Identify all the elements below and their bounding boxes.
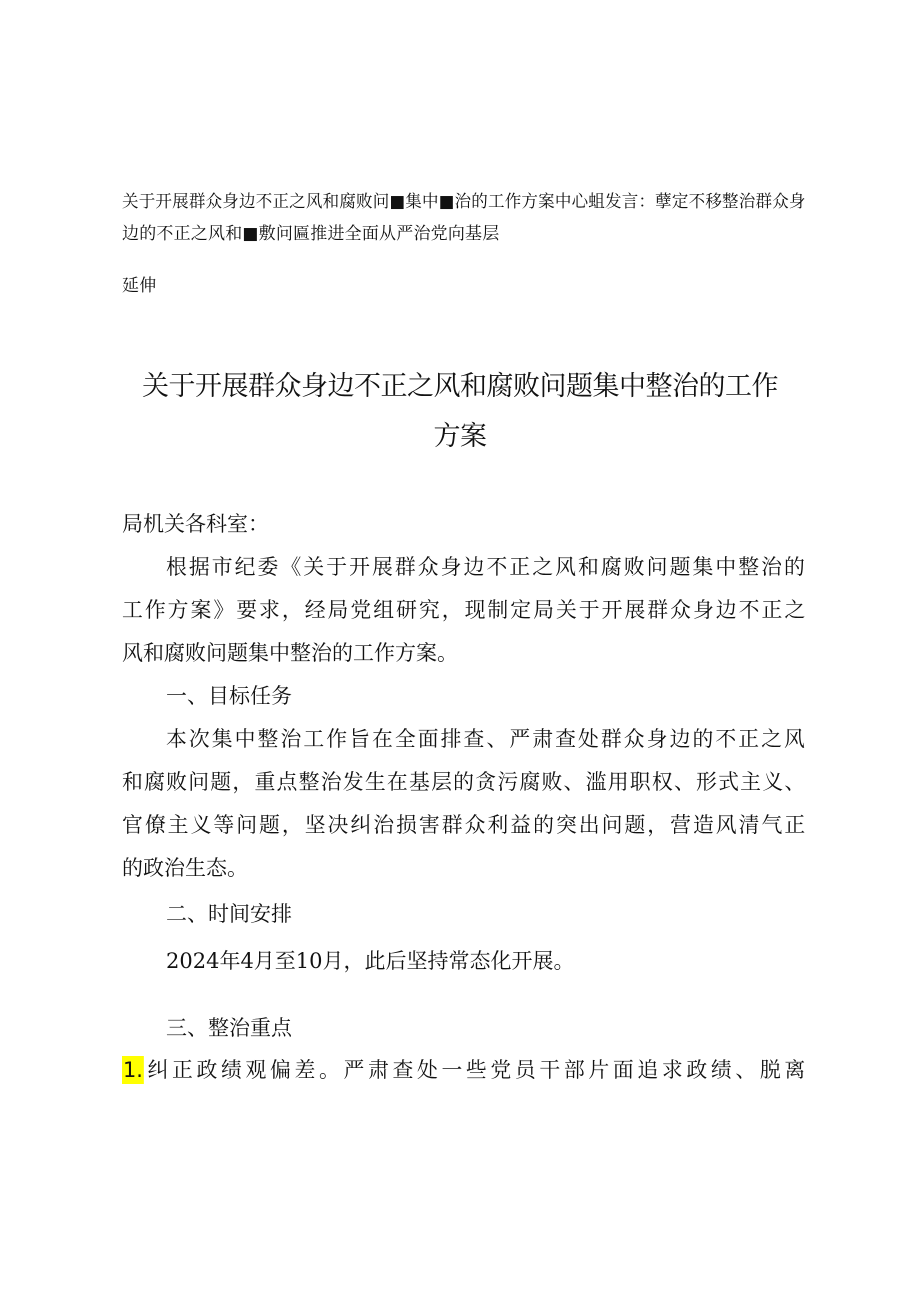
section-1-heading: 一、目标任务 — [166, 684, 292, 708]
document-title-line-2: 方案 — [433, 421, 487, 452]
header-title-line-2: 边的不正之风和■敷问匾推进全面从严治党向基层 — [122, 224, 500, 244]
document-title-line-1: 关于开展群众身边不正之风和腐败问题集中整治的工作 — [142, 371, 778, 402]
item-1-text: 纠正政绩观偏差。严肃查处一些党员干部片面追求政绩、脱离 — [143, 1058, 806, 1082]
section-1-line-1: 本次集中整治工作旨在全面排查、严肃查处群众身边的不正之风 — [166, 727, 805, 751]
section-1-line-4: 的政治生态。 — [122, 856, 248, 880]
section-2-heading: 二、时间安排 — [166, 902, 292, 926]
intro-paragraph-line-1: 根据市纪委《关于开展群众身边不正之风和腐败问题集中整治的 — [166, 555, 805, 579]
item-1-number: 1. — [122, 1058, 143, 1082]
header-title-line-1: 关于开展群众身边不正之风和腐败问■集中■治的工作方案中心蛆发言：孽定不移整治群众身 — [122, 192, 806, 212]
intro-paragraph-line-2: 工作方案》要求，经局党组研究，现制定局关于开展群众身边不正之 — [122, 598, 806, 622]
intro-paragraph-line-3: 风和腐败问题集中整治的工作方案。 — [122, 641, 458, 665]
section-1-line-2: 和腐败问题，重点整治发生在基层的贪污腐败、滥用职权、形式主义、 — [122, 770, 806, 794]
section-1-line-3: 官僚主义等问题，坚决纠治损害群众利益的突出问题，营造风清气正 — [122, 813, 806, 837]
header-title-line-3: 延伸 — [122, 276, 157, 296]
salutation: 局机关各科室： — [122, 512, 269, 536]
item-1-line — [122, 1054, 805, 1084]
section-3-heading: 三、整治重点 — [166, 1016, 292, 1040]
section-2-line-1: 2024年4月至10月，此后坚持常态化开展。 — [166, 949, 575, 973]
